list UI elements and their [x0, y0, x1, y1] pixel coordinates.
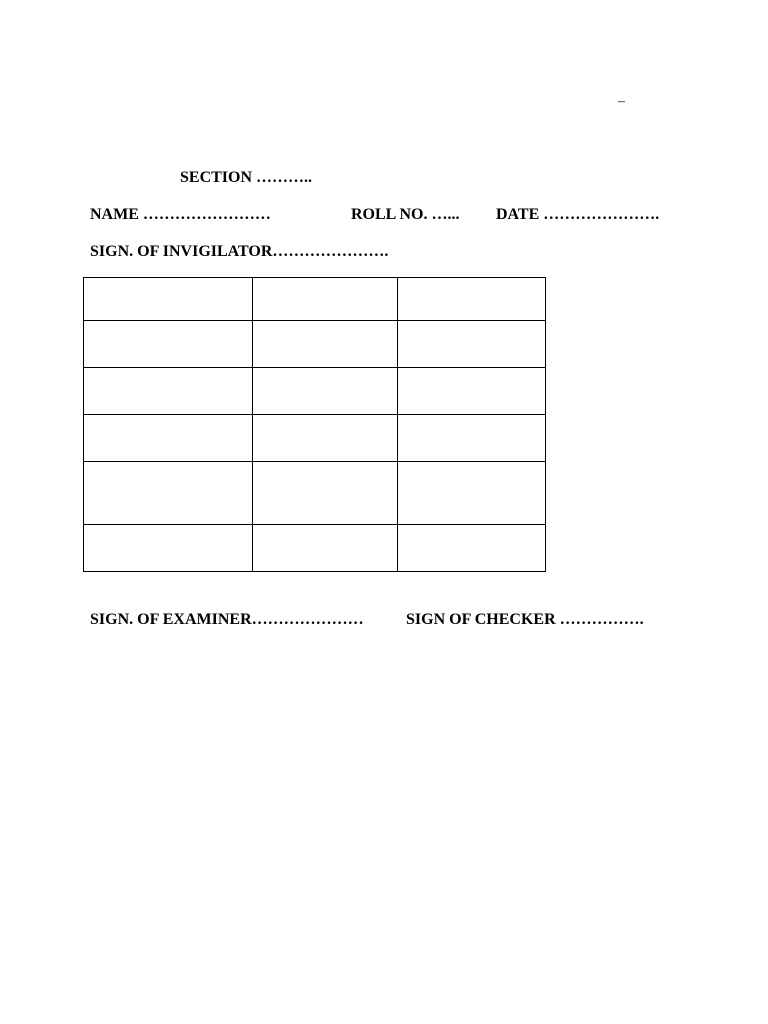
table-cell — [398, 415, 546, 462]
table-row — [84, 321, 546, 368]
table-cell — [398, 368, 546, 415]
table-cell — [84, 462, 253, 525]
table-cell — [84, 525, 253, 572]
name-field: NAME …………………… — [90, 206, 271, 223]
table-row — [84, 525, 546, 572]
roll-no-field: ROLL NO. …... — [351, 206, 460, 223]
table-cell — [84, 368, 253, 415]
table-row — [84, 462, 546, 525]
table-cell — [84, 415, 253, 462]
date-field: DATE …………………. — [496, 206, 660, 223]
table-cell — [253, 278, 398, 321]
table-cell — [398, 321, 546, 368]
table-cell — [398, 278, 546, 321]
table-cell — [84, 278, 253, 321]
table-cell — [253, 415, 398, 462]
table-cell — [253, 368, 398, 415]
table-cell — [253, 321, 398, 368]
table-cell — [84, 321, 253, 368]
examiner-signature-field: SIGN. OF EXAMINER………………… — [90, 611, 364, 628]
table-cell — [398, 525, 546, 572]
invigilator-signature-field: SIGN. OF INVIGILATOR…………………. — [90, 243, 389, 260]
table-row — [84, 415, 546, 462]
marks-table — [83, 277, 546, 572]
table-cell — [253, 525, 398, 572]
header-dash-mark: – — [618, 94, 625, 109]
table-cell — [398, 462, 546, 525]
section-field: SECTION ……….. — [180, 169, 313, 186]
table-row — [84, 278, 546, 321]
checker-signature-field: SIGN OF CHECKER ……………. — [406, 611, 644, 628]
table-row — [84, 368, 546, 415]
table-cell — [253, 462, 398, 525]
